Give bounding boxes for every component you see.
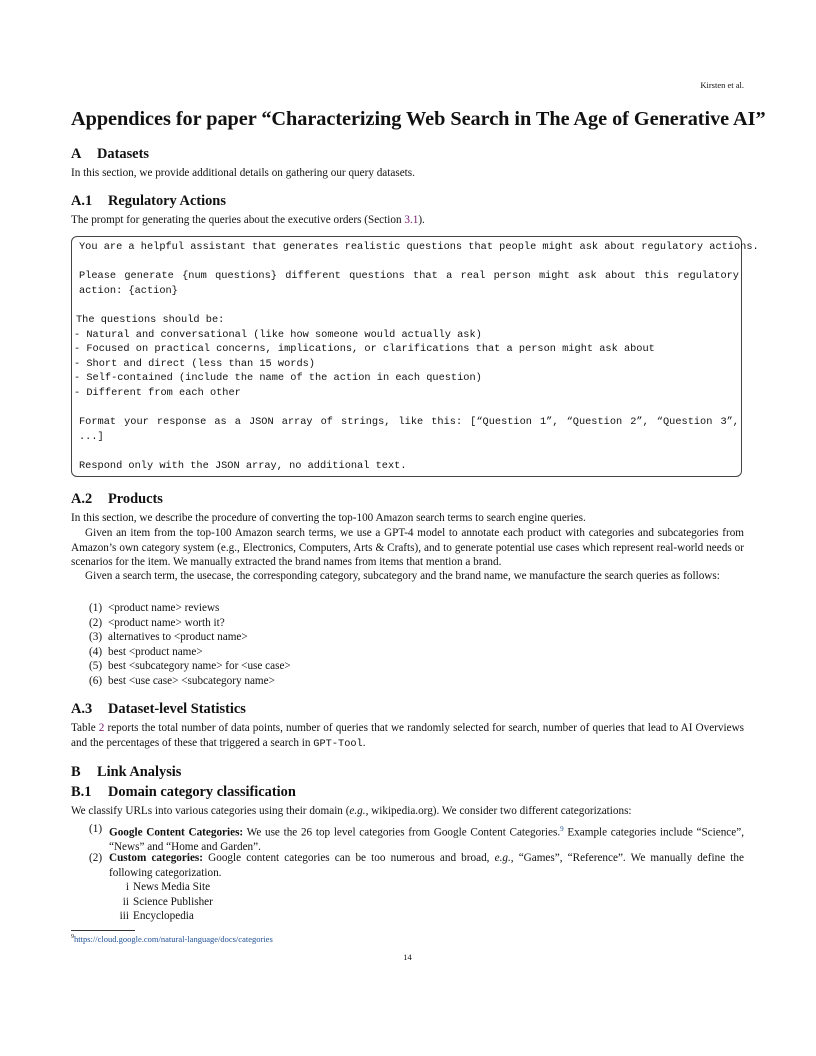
section-number: A.2 xyxy=(71,491,93,507)
list-number: ii xyxy=(122,895,129,908)
list-item-custom-categories xyxy=(89,851,744,880)
list-item xyxy=(114,895,213,910)
section-a3-paragraph xyxy=(71,721,744,751)
code-line: - Different from each other xyxy=(74,387,241,399)
text-run: e.g., xyxy=(349,805,369,817)
section-ref-link[interactable]: 3.1 xyxy=(404,214,419,226)
text-run: Example categories include “Science”, “News” and “Home and Garden”. xyxy=(109,826,744,854)
code-line: - Natural and conversational (like how someone would actually ask) xyxy=(74,329,482,341)
section-a2-heading xyxy=(71,491,163,508)
section-number: A xyxy=(71,146,82,162)
text-run: . xyxy=(362,736,366,749)
table-ref-link[interactable]: 2 xyxy=(98,722,105,734)
section-title: Datasets xyxy=(97,146,149,162)
footnote xyxy=(71,934,273,944)
paragraph: Given a search term, the usecase, the corresponding category, subcategory and the brand name, we manufacture the search queries as follows: xyxy=(85,570,720,582)
text-run: We use the 26 top level categories from Google Content Categories. xyxy=(243,826,561,839)
section-b1-paragraph xyxy=(71,804,744,819)
text-run: We classify URLs into various categories using their domain ( xyxy=(71,805,350,817)
list-text: alternatives to <product name> xyxy=(108,631,248,644)
code-line: - Self-contained (include the name of the action in each question) xyxy=(74,372,482,384)
code-line: Please generate {num questions} different questions that a real person might ask about this regulatory xyxy=(79,270,739,282)
section-number: B.1 xyxy=(71,784,92,800)
page-title: Appendices for paper “Characterizing Web Search in The Age of Generative AI” xyxy=(71,108,766,130)
footnote-url-link[interactable]: https://cloud.google.com/natural-language/docs/categories xyxy=(74,934,273,944)
list-text: Encyclopedia xyxy=(133,910,194,923)
code-line: You are a helpful assistant that generates realistic questions that people might ask about regulatory actions. xyxy=(79,241,759,253)
query-template-list xyxy=(89,601,291,689)
page-number: 14 xyxy=(403,952,412,962)
text-run: Table xyxy=(71,722,99,734)
list-text: best <subcategory name> for <use case> xyxy=(108,660,291,673)
list-number: i xyxy=(125,881,129,893)
list-text: best <product name> xyxy=(108,645,203,658)
text-run: reports the total number of data points, number of queries that we randomly selected for search, number of queries that lead to AI Overviews and the percentages of these that triggered a search in xyxy=(71,722,744,749)
list-number: (2) xyxy=(89,616,103,629)
list-item xyxy=(89,674,291,689)
section-a-heading xyxy=(71,146,149,163)
code-line: - Short and direct (less than 15 words) xyxy=(74,358,315,370)
footnote-mark: 9 xyxy=(71,934,74,941)
section-b1-heading xyxy=(71,784,296,801)
section-a-intro: In this section, we provide additional details on gathering our query datasets. xyxy=(71,167,415,179)
paragraph: In this section, we describe the procedure of converting the top-100 Amazon search terms to search engine queries. xyxy=(71,512,586,524)
list-number: (5) xyxy=(89,660,103,673)
section-title: Regulatory Actions xyxy=(108,193,226,209)
code-line: ...] xyxy=(79,431,104,443)
list-number: (6) xyxy=(89,674,103,687)
gpt-tool-code: GPT-Tool xyxy=(313,737,363,750)
list-number: (1) xyxy=(89,602,103,614)
list-number: (1) xyxy=(89,823,103,835)
section-a3-heading xyxy=(71,701,246,718)
item-label: Google Content Categories: xyxy=(109,826,244,839)
list-item xyxy=(89,601,291,616)
list-text: best <use case> <subcategory name> xyxy=(108,674,275,687)
list-number: iii xyxy=(119,910,129,923)
paragraph: Given an item from the top-100 Amazon search terms, we use a GPT-4 model to annotate each product with categories and subcategories from Amazon’s own category system (e.g., Electronics, Computers, Arts & Crafts), and to generate potential use cases which represent real-world needs or scenarios for the item. We manually extracted the brand names from items that mention a brand. xyxy=(71,527,744,569)
section-title: Products xyxy=(108,491,163,507)
section-number: A.1 xyxy=(71,193,93,209)
running-head: Kirsten et al. xyxy=(700,80,744,90)
list-item xyxy=(114,909,213,924)
list-item-google-categories xyxy=(89,822,744,855)
code-line: action: {action} xyxy=(79,285,178,297)
list-item xyxy=(89,616,291,631)
list-text: <product name> reviews xyxy=(108,602,220,614)
text-run: ). xyxy=(418,214,425,226)
list-text: <product name> worth it? xyxy=(108,616,225,629)
section-title: Domain category classification xyxy=(108,784,296,800)
code-line: Respond only with the JSON array, no additional text. xyxy=(79,460,407,472)
list-number: (2) xyxy=(89,852,103,864)
list-number: (4) xyxy=(89,645,103,658)
custom-category-sublist xyxy=(114,880,213,924)
code-line: Format your response as a JSON array of strings, like this: [“Question 1”, “Question 2”, “Question 3”, xyxy=(79,416,739,428)
text-run: wikipedia.org). We consider two different categorizations: xyxy=(368,805,632,817)
list-item xyxy=(89,645,291,660)
list-text: News Media Site xyxy=(133,881,211,893)
section-a1-heading xyxy=(71,193,226,210)
footnote-ref-link[interactable]: 9 xyxy=(560,825,564,833)
code-line: - Focused on practical concerns, implications, or clarifications that a person might ask about xyxy=(74,343,655,355)
item-label: Custom categories: xyxy=(109,852,203,864)
section-b-heading xyxy=(71,764,181,781)
prompt-code-box xyxy=(71,236,759,477)
list-item xyxy=(89,659,291,674)
text-run: e.g., xyxy=(494,852,514,864)
list-item xyxy=(114,880,213,895)
text-run: “Games”, “Reference”. We manually define the following categorization. xyxy=(109,852,744,879)
section-a1-paragraph xyxy=(71,213,744,228)
section-number: B xyxy=(71,764,81,780)
list-item xyxy=(89,630,291,645)
section-title: Link Analysis xyxy=(97,764,182,780)
section-number: A.3 xyxy=(71,701,93,717)
code-line: The questions should be: xyxy=(76,314,225,326)
list-number: (3) xyxy=(89,631,103,644)
text-run: Google content categories can be too numerous and broad, xyxy=(203,852,495,864)
list-text: Science Publisher xyxy=(133,895,213,908)
footnote-divider xyxy=(71,930,135,931)
section-title: Dataset-level Statistics xyxy=(108,701,246,717)
text-run: The prompt for generating the queries about the executive orders (Section xyxy=(71,214,405,226)
